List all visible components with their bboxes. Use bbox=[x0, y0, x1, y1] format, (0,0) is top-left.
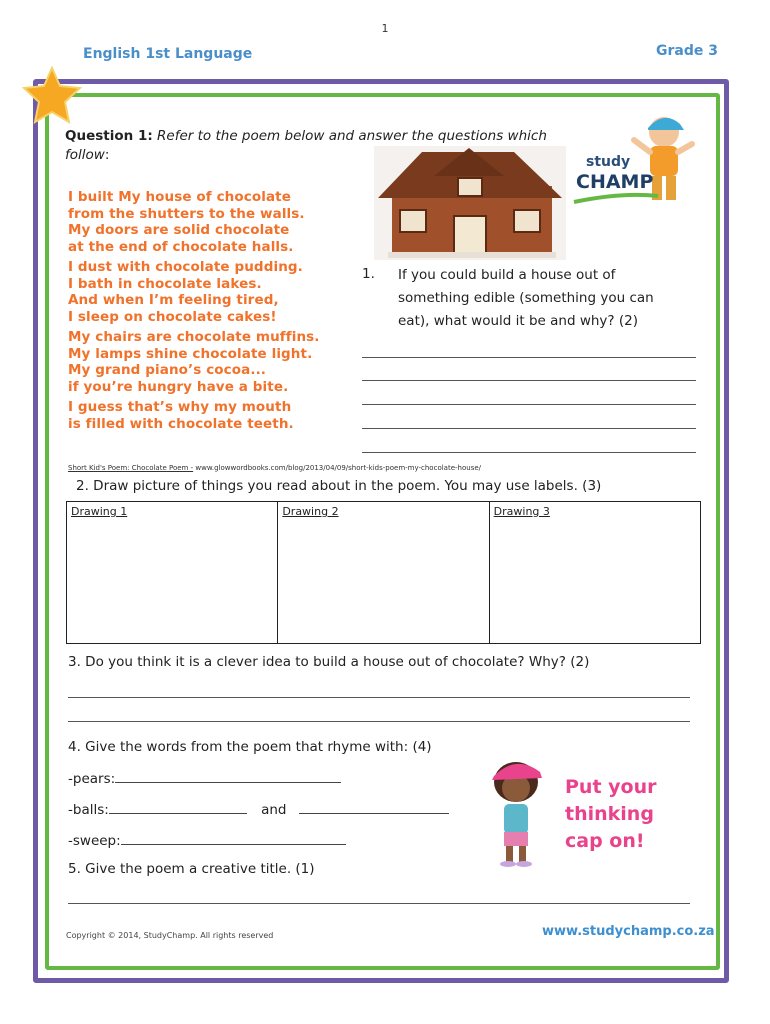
poem-line: at the end of chocolate halls. bbox=[68, 238, 294, 255]
question-1-colon: : bbox=[104, 147, 110, 163]
poem-line: I guess that’s why my mouth bbox=[68, 399, 292, 415]
poem-stanza-4 bbox=[68, 399, 368, 432]
poem-line: I dust with chocolate pudding. bbox=[68, 259, 303, 275]
poem-stanza-3 bbox=[68, 329, 368, 395]
website-link[interactable]: www.studychamp.co.za bbox=[542, 924, 715, 939]
question-1a-number: 1. bbox=[362, 266, 375, 282]
answer-line[interactable] bbox=[68, 903, 690, 904]
poem-stanza-1 bbox=[68, 189, 368, 255]
rhyme-sweep-blank[interactable] bbox=[121, 831, 346, 845]
poem-line: from the shutters to the walls. bbox=[68, 205, 305, 222]
question-5-text: 5. Give the poem a creative title. (1) bbox=[68, 861, 315, 877]
question-1-instruction: Refer to the poem below and answer the questions which follow bbox=[65, 128, 547, 163]
girl-character-image bbox=[484, 758, 548, 868]
drawing-label: Drawing 1 bbox=[71, 505, 128, 518]
source-url[interactable]: www.glowwordbooks.com/blog/2013/04/09/short-kids-poem-my-chocolate-house/ bbox=[195, 464, 482, 472]
question-1a-line: eat), what would it be and why? (2) bbox=[398, 313, 639, 329]
copyright-text: Copyright © 2014, StudyChamp. All rights reserved bbox=[66, 931, 274, 940]
poem-line: I sleep on chocolate cakes! bbox=[68, 308, 277, 325]
drawing-box-1[interactable] bbox=[67, 502, 278, 643]
rhyme-sweep-label: -sweep: bbox=[68, 833, 121, 849]
subject-heading: English 1st Language bbox=[83, 46, 253, 62]
answer-line[interactable] bbox=[68, 697, 690, 698]
answer-line[interactable] bbox=[362, 380, 696, 381]
poem-line: My grand piano’s cocoa... bbox=[68, 362, 267, 378]
drawing-table bbox=[66, 501, 701, 644]
poem-line: My lamps shine chocolate light. bbox=[68, 345, 313, 362]
question-4-text: 4. Give the words from the poem that rhyme with: (4) bbox=[68, 739, 432, 755]
page-number: 1 bbox=[381, 22, 389, 35]
star-icon bbox=[22, 66, 82, 124]
slogan-line: cap on! bbox=[565, 830, 645, 852]
question-1-label: Question 1: bbox=[65, 128, 153, 144]
rhyme-pears-row bbox=[68, 769, 341, 787]
answer-line[interactable] bbox=[68, 721, 690, 722]
study-champ-logo bbox=[572, 110, 696, 210]
rhyme-and-text: and bbox=[261, 802, 287, 818]
rhyme-balls-blank-1[interactable] bbox=[109, 800, 247, 814]
drawing-label: Drawing 2 bbox=[282, 505, 339, 518]
answer-line[interactable] bbox=[362, 452, 696, 453]
chocolate-house-image bbox=[374, 146, 566, 260]
question-2-text: 2. Draw picture of things you read about in the poem. You may use labels. (3) bbox=[76, 478, 602, 494]
poem-line: I bath in chocolate lakes. bbox=[68, 275, 262, 292]
thinking-cap-slogan bbox=[565, 774, 715, 855]
rhyme-pears-blank[interactable] bbox=[115, 769, 341, 783]
question-1a-line: If you could build a house out of bbox=[398, 267, 616, 283]
poem-line: And when I’m feeling tired, bbox=[68, 292, 279, 308]
svg-text:study: study bbox=[586, 154, 631, 170]
answer-line[interactable] bbox=[362, 357, 696, 358]
poem-line: My chairs are chocolate muffins. bbox=[68, 329, 320, 345]
slogan-line: Put your bbox=[565, 776, 657, 798]
poem-line: My doors are solid chocolate bbox=[68, 222, 290, 238]
question-3-text: 3. Do you think it is a clever idea to build a house out of chocolate? Why? (2) bbox=[68, 654, 590, 670]
poem-stanza-2 bbox=[68, 259, 368, 325]
grade-heading: Grade 3 bbox=[656, 43, 718, 59]
drawing-box-2[interactable] bbox=[278, 502, 489, 643]
source-link-text[interactable]: Short Kid's Poem: Chocolate Poem - bbox=[68, 464, 194, 472]
answer-line[interactable] bbox=[362, 404, 696, 405]
drawing-label: Drawing 3 bbox=[493, 505, 550, 518]
poem-line: if you’re hungry have a bite. bbox=[68, 378, 289, 395]
rhyme-balls-row bbox=[68, 800, 449, 818]
drawing-box-3[interactable] bbox=[490, 502, 700, 643]
slogan-line: thinking bbox=[565, 803, 654, 825]
poem-source bbox=[68, 464, 481, 472]
answer-line[interactable] bbox=[362, 428, 696, 429]
svg-text:CHAMP: CHAMP bbox=[576, 171, 654, 193]
rhyme-pears-label: -pears: bbox=[68, 771, 116, 787]
question-1a-text bbox=[398, 264, 698, 333]
poem-line: I built My house of chocolate bbox=[68, 189, 291, 205]
poem-line: is filled with chocolate teeth. bbox=[68, 415, 294, 432]
rhyme-balls-label: -balls: bbox=[68, 802, 109, 818]
rhyme-balls-blank-2[interactable] bbox=[299, 800, 449, 814]
question-1a-line: something edible (something you can bbox=[398, 290, 654, 306]
rhyme-sweep-row bbox=[68, 831, 346, 849]
